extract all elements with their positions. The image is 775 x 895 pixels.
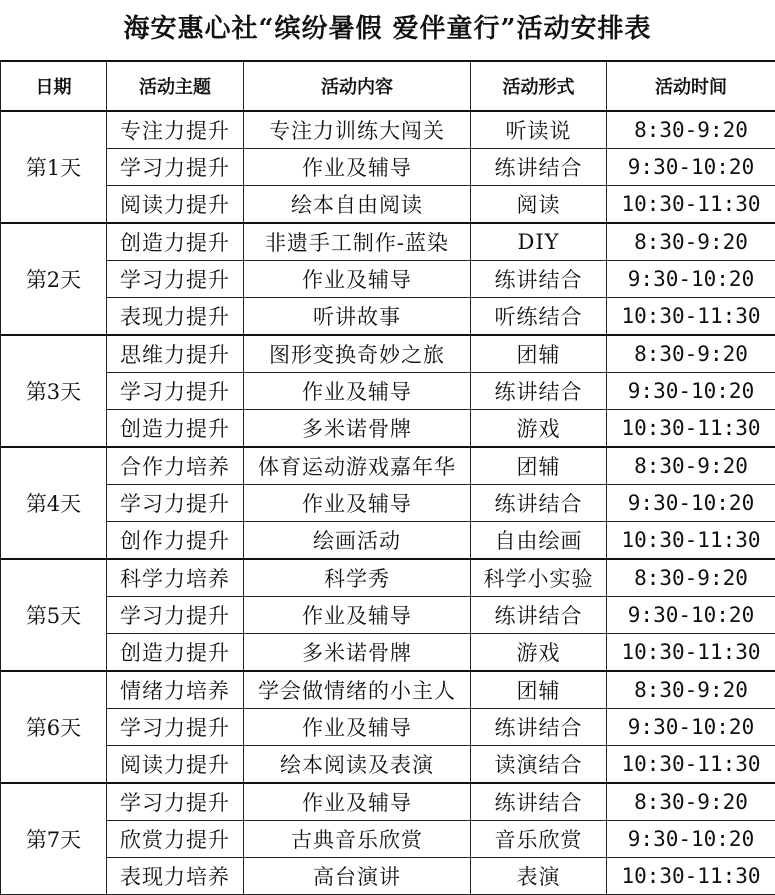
content-cell: 绘本自由阅读	[244, 186, 471, 224]
form-cell: DIY	[471, 223, 607, 261]
time-cell: 10:30-11:30	[607, 522, 775, 560]
theme-cell: 阅读力提升	[107, 186, 244, 224]
theme-cell: 学习力提升	[107, 783, 244, 821]
content-cell: 作业及辅导	[244, 597, 471, 634]
content-cell: 图形变换奇妙之旅	[244, 335, 471, 373]
content-cell: 多米诺骨牌	[244, 410, 471, 448]
content-cell: 绘画活动	[244, 522, 471, 560]
table-row	[1, 634, 775, 672]
table-row	[1, 485, 775, 522]
table-row	[1, 335, 775, 373]
theme-cell: 学习力提升	[107, 149, 244, 186]
time-cell: 9:30-10:20	[607, 709, 775, 746]
form-cell: 练讲结合	[471, 485, 607, 522]
content-cell: 学会做情绪的小主人	[244, 671, 471, 709]
content-cell: 作业及辅导	[244, 149, 471, 186]
day-cell: 第3天	[1, 335, 107, 447]
form-cell: 听练结合	[471, 298, 607, 336]
time-cell: 8:30-9:20	[607, 111, 775, 149]
theme-cell: 学习力提升	[107, 373, 244, 410]
form-cell: 团辅	[471, 447, 607, 485]
time-cell: 8:30-9:20	[607, 559, 775, 597]
form-cell: 练讲结合	[471, 149, 607, 186]
form-cell: 团辅	[471, 671, 607, 709]
time-cell: 10:30-11:30	[607, 858, 775, 895]
theme-cell: 思维力提升	[107, 335, 244, 373]
day-cell: 第1天	[1, 111, 107, 223]
table-row	[1, 559, 775, 597]
theme-cell: 创造力提升	[107, 634, 244, 672]
time-cell: 10:30-11:30	[607, 186, 775, 224]
theme-cell: 学习力提升	[107, 597, 244, 634]
header-date: 日期	[1, 61, 107, 111]
form-cell: 听读说	[471, 111, 607, 149]
form-cell: 练讲结合	[471, 597, 607, 634]
table-row	[1, 410, 775, 448]
time-cell: 9:30-10:20	[607, 261, 775, 298]
form-cell: 练讲结合	[471, 373, 607, 410]
time-cell: 9:30-10:20	[607, 373, 775, 410]
theme-cell: 情绪力培养	[107, 671, 244, 709]
time-cell: 8:30-9:20	[607, 783, 775, 821]
table-row	[1, 149, 775, 186]
table-row	[1, 111, 775, 149]
theme-cell: 欣赏力提升	[107, 821, 244, 858]
time-cell: 10:30-11:30	[607, 634, 775, 672]
day-cell: 第7天	[1, 783, 107, 895]
table-row	[1, 746, 775, 784]
time-cell: 9:30-10:20	[607, 149, 775, 186]
day-cell: 第5天	[1, 559, 107, 671]
table-row	[1, 858, 775, 895]
content-cell: 体育运动游戏嘉年华	[244, 447, 471, 485]
theme-cell: 科学力培养	[107, 559, 244, 597]
table-row	[1, 671, 775, 709]
form-cell: 练讲结合	[471, 783, 607, 821]
content-cell: 作业及辅导	[244, 485, 471, 522]
form-cell: 练讲结合	[471, 709, 607, 746]
header-theme: 活动主题	[107, 61, 244, 111]
content-cell: 高台演讲	[244, 858, 471, 895]
day-cell: 第2天	[1, 223, 107, 335]
time-cell: 8:30-9:20	[607, 671, 775, 709]
table-row	[1, 447, 775, 485]
content-cell: 作业及辅导	[244, 709, 471, 746]
form-cell: 阅读	[471, 186, 607, 224]
header-row	[1, 61, 775, 111]
content-cell: 专注力训练大闯关	[244, 111, 471, 149]
form-cell: 游戏	[471, 410, 607, 448]
time-cell: 9:30-10:20	[607, 597, 775, 634]
day-cell: 第4天	[1, 447, 107, 559]
time-cell: 8:30-9:20	[607, 447, 775, 485]
content-cell: 作业及辅导	[244, 261, 471, 298]
content-cell: 科学秀	[244, 559, 471, 597]
content-cell: 作业及辅导	[244, 373, 471, 410]
schedule-body	[1, 111, 775, 895]
content-cell: 听讲故事	[244, 298, 471, 336]
content-cell: 古典音乐欣赏	[244, 821, 471, 858]
time-cell: 9:30-10:20	[607, 821, 775, 858]
theme-cell: 学习力提升	[107, 709, 244, 746]
page-title: 海安惠心社“缤纷暑假 爱伴童行”活动安排表	[0, 8, 775, 45]
header-form: 活动形式	[471, 61, 607, 111]
form-cell: 游戏	[471, 634, 607, 672]
header-content: 活动内容	[244, 61, 471, 111]
theme-cell: 创造力提升	[107, 410, 244, 448]
time-cell: 10:30-11:30	[607, 298, 775, 336]
table-row	[1, 522, 775, 560]
form-cell: 表演	[471, 858, 607, 895]
form-cell: 团辅	[471, 335, 607, 373]
form-cell: 练讲结合	[471, 261, 607, 298]
content-cell: 作业及辅导	[244, 783, 471, 821]
time-cell: 9:30-10:20	[607, 485, 775, 522]
day-cell: 第6天	[1, 671, 107, 783]
theme-cell: 创作力提升	[107, 522, 244, 560]
content-cell: 绘本阅读及表演	[244, 746, 471, 784]
theme-cell: 学习力提升	[107, 485, 244, 522]
schedule-table	[0, 60, 775, 895]
table-row	[1, 261, 775, 298]
table-row	[1, 821, 775, 858]
theme-cell: 学习力提升	[107, 261, 244, 298]
content-cell: 多米诺骨牌	[244, 634, 471, 672]
content-cell: 非遗手工制作-蓝染	[244, 223, 471, 261]
theme-cell: 表现力提升	[107, 298, 244, 336]
time-cell: 8:30-9:20	[607, 223, 775, 261]
theme-cell: 合作力培养	[107, 447, 244, 485]
table-row	[1, 709, 775, 746]
form-cell: 读演结合	[471, 746, 607, 784]
form-cell: 音乐欣赏	[471, 821, 607, 858]
theme-cell: 创造力提升	[107, 223, 244, 261]
table-row	[1, 298, 775, 336]
table-row	[1, 223, 775, 261]
theme-cell: 阅读力提升	[107, 746, 244, 784]
theme-cell: 表现力培养	[107, 858, 244, 895]
time-cell: 10:30-11:30	[607, 410, 775, 448]
table-row	[1, 597, 775, 634]
header-time: 活动时间	[607, 61, 775, 111]
time-cell: 10:30-11:30	[607, 746, 775, 784]
table-row	[1, 186, 775, 224]
table-row	[1, 373, 775, 410]
form-cell: 科学小实验	[471, 559, 607, 597]
time-cell: 8:30-9:20	[607, 335, 775, 373]
theme-cell: 专注力提升	[107, 111, 244, 149]
form-cell: 自由绘画	[471, 522, 607, 560]
table-row	[1, 783, 775, 821]
